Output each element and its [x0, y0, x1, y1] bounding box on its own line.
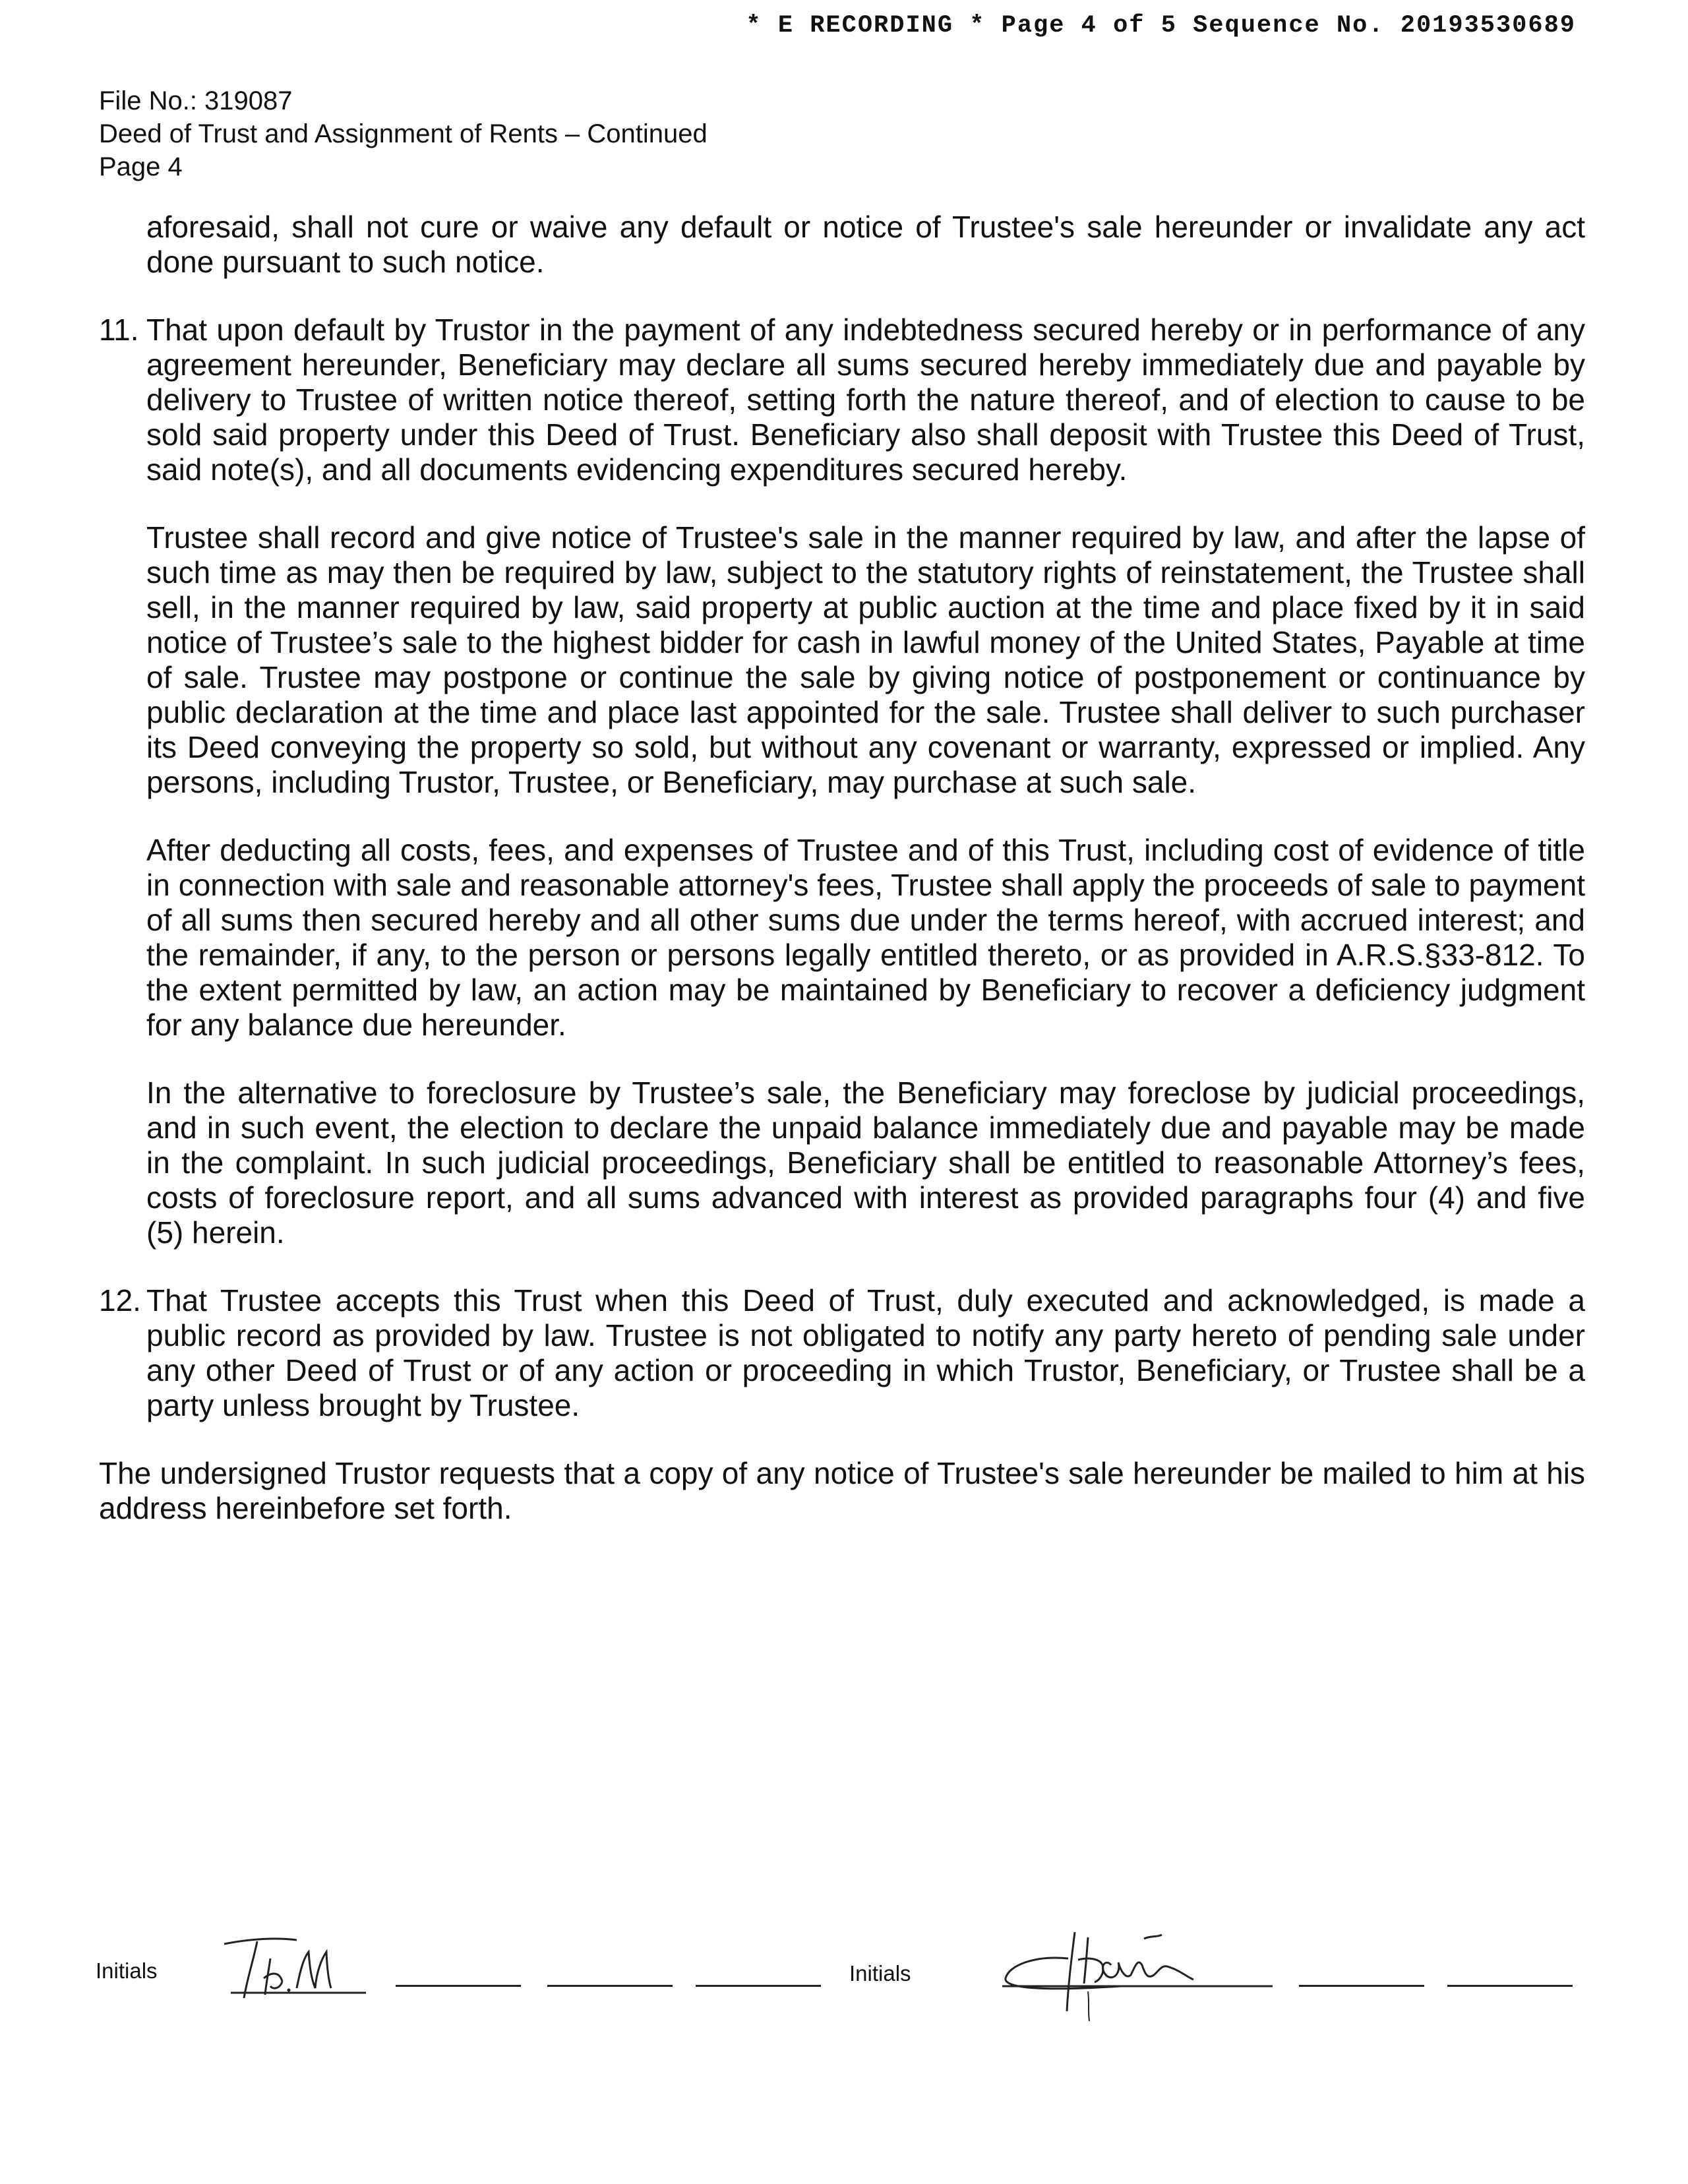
initials-footer — [0, 1919, 1688, 2051]
initials-line — [1447, 1985, 1573, 1987]
handwritten-initials-left — [218, 1932, 369, 2005]
item-11-paragraph-2: Trustee shall record and give notice of Trustee's sale in the manner required by law, and after the lapse of such time as may then be required by law, subject to the statutory rights of reinstatement, the Trustee shall sell, in the manner required by law, said property at public auction at the time and place fixed by it in said notice of Trustee’s sale to the highest bidder for cash in lawful money of the United States, Payable at time of sale. Trustee may postpone or continue the sale by giving notice of postponement or continuance by public declaration at the time and place last appointed for the sale. Trustee shall deliver to such purchaser its Deed conveying the property so sold, but without any covenant or warranty, expressed or implied. Any persons, including Trustor, Trustee, or Beneficiary, may purchase at such sale. — [146, 520, 1585, 799]
document-title: Deed of Trust and Assignment of Rents – Continued — [99, 119, 708, 148]
closing-paragraph: The undersigned Trustor requests that a copy of any notice of Trustee's sale hereunder be mailed to him at his address hereinbefore set forth. — [99, 1456, 1585, 1525]
item-12-paragraph-1: That Trustee accepts this Trust when this Deed of Trust, duly executed and acknowledged, is made a public record as provided by law. Trustee is not obligated to notify any party hereto of pending sale under any other Deed of Trust or of any action or proceeding in which Trustor, Beneficiary, or Trustee shall be a party unless brought by Trustee. — [146, 1283, 1585, 1422]
item-11-paragraph-3: After deducting all costs, fees, and expenses of Trustee and of this Trust, including cost of evidence of title in connection with sale and reasonable attorney's fees, Trustee shall apply the proceeds of sale to payment of all sums then secured hereby and all other sums due under the terms hereof, with accrued interest; and the remainder, if any, to the person or persons legally entitled thereto, or as provided in A.R.S.§33-812. To the extent permitted by law, an action may be maintained by Beneficiary to recover a deficiency judgment for any balance due hereunder. — [146, 833, 1585, 1042]
document-body — [99, 210, 1585, 1526]
item-12 — [99, 1283, 1585, 1423]
file-number: File No.: 319087 — [99, 86, 293, 115]
item-number: 12. — [99, 1283, 141, 1318]
continuation-paragraph: aforesaid, shall not cure or waive any default or notice of Trustee's sale hereunder or invalidate any act done pursuant to such notice. — [146, 210, 1585, 279]
initials-line — [696, 1985, 821, 1987]
initials-line — [396, 1985, 521, 1987]
document-header — [99, 84, 708, 183]
initials-line — [547, 1985, 673, 1987]
initials-label-right: Initials — [849, 1961, 911, 1986]
item-number: 11. — [99, 313, 139, 347]
page-number: Page 4 — [99, 152, 183, 181]
initials-label-left: Initials — [96, 1958, 158, 1983]
item-11 — [99, 313, 1585, 1250]
item-11-paragraph-4: In the alternative to foreclosure by Trustee’s sale, the Beneficiary may foreclose by judicial proceedings, and in such event, the election to declare the unpaid balance immediately due and payable may be made in the complaint. In such judicial proceedings, Beneficiary shall be entitled to reasonable Attorney’s fees, costs of foreclosure report, and all sums advanced with interest as provided paragraphs four (4) and five (5) herein. — [146, 1076, 1585, 1250]
recording-stamp: * E RECORDING * Page 4 of 5 Sequence No. 20193530689 — [746, 12, 1576, 40]
initials-line — [1299, 1985, 1424, 1987]
handwritten-signature-right — [989, 1919, 1253, 2031]
item-11-paragraph-1: That upon default by Trustor in the payment of any indebtedness secured hereby or in performance of any agreement hereunder, Beneficiary may declare all sums secured hereby immediately due and payable by delivery to Trustee of written notice thereof, setting forth the nature thereof, and of election to cause to be sold said property under this Deed of Trust. Beneficiary also shall deposit with Trustee this Deed of Trust, said note(s), and all documents evidencing expenditures secured hereby. — [146, 313, 1585, 487]
